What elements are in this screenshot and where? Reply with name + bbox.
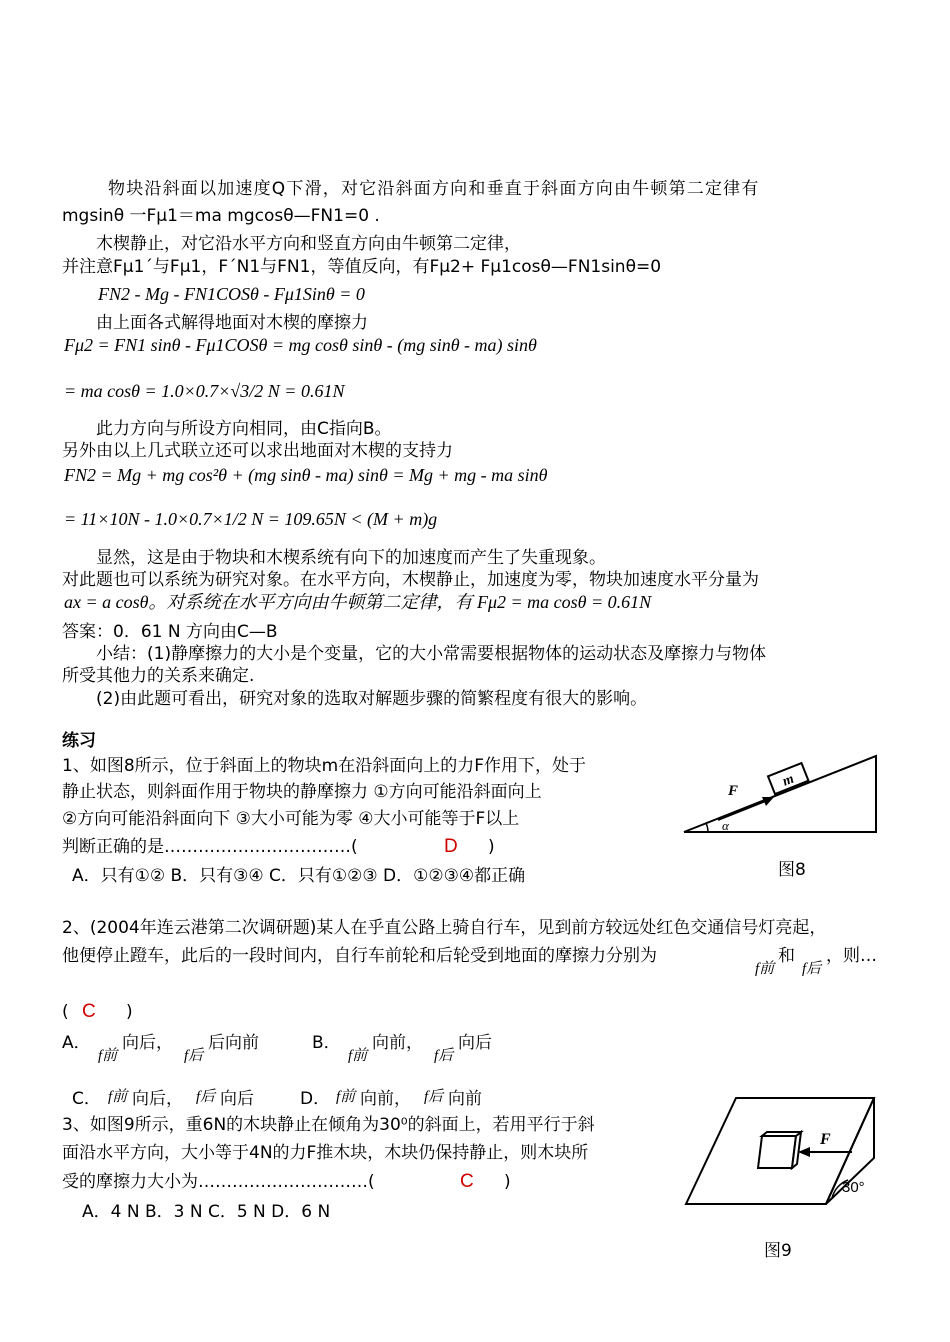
q2-answer: C [82,1001,96,1022]
block [758,1132,801,1168]
solution-line-4: 并注意Fμ1´与Fμ1，F´N1与FN1，等值反向，有Fμ2+ Fμ1cosθ—FN1sinθ=0 [62,257,662,277]
q2-a-f1: f前 [98,1048,118,1064]
label-F: F [728,783,739,799]
q2-c-f2: f后 [196,1089,216,1105]
q2-c-t2: 向后 [220,1089,254,1109]
q2-b-f2: f后 [434,1048,454,1064]
figure-9-incline [680,1092,880,1210]
label-alpha: α [722,818,729,833]
q2-and: 和 [778,946,795,966]
q3-paren-close: ) [504,1172,511,1192]
section-heading-practice: 练习 [62,731,96,751]
force-arrow [718,800,768,820]
q2-d-t2: 向前 [448,1089,482,1109]
summary-line-3: (2)由此题可看出，研究对象的选取对解题步骤的简繁程度有很大的影响。 [96,689,648,709]
f-rear-symbol: f后 [802,961,822,977]
label-m: m [780,771,797,790]
q1-line-1: 1、如图8所示，位于斜面上的物块m在沿斜面向上的力F作用下，处于 [62,756,586,776]
q1-line-3: ②方向可能沿斜面向下 ③大小可能为零 ④大小可能等于F以上 [62,809,520,829]
q3-line-1: 3、如图9所示，重6N的木块静止在倾角为30⁰的斜面上，若用平行于斜 [62,1115,595,1135]
q2-option-a: A． [62,1033,91,1053]
label-30: 30° [842,1179,865,1196]
q3-answer: C [460,1171,474,1192]
answer-line: 答案：0．61 N 方向由C—B [62,622,278,642]
figure-9-caption: 图9 [764,1241,792,1261]
figure-8-incline [680,752,880,836]
solution-line-10: 另外由以上几式联立还可以求出地面对木楔的支持力 [62,441,453,461]
q3-options: A．4 N B．3 N C．5 N D．6 N [82,1202,331,1222]
q2-paren-close: ) [126,1002,133,1022]
q1-options: A．只有①② B．只有③④ C．只有①②③ D．①②③④都正确 [72,866,526,886]
solution-line-1: 物块沿斜面以加速度Q下滑，对它沿斜面方向和垂直于斜面方向由牛顿第二定律有 [108,179,760,199]
q2-a-f2: f后 [184,1048,204,1064]
q2-d-t1: 向前， [360,1089,411,1109]
f-front-symbol: f前 [755,961,775,977]
q2-a-t1: 向后， [122,1033,173,1053]
q3-line-3: 受的摩擦力大小为…………………………( [62,1172,375,1192]
equation-5: = 11×10N - 1.0×0.7×1/2 N = 109.65N < (M + m)g [64,509,438,529]
summary-line-1: 小结：(1)静摩擦力的大小是个变量，它的大小常需要根据物体的运动状态及摩擦力与物体 [96,644,767,664]
q2-then: ，则… [826,946,877,966]
equation-2: Fμ2 = FN1 sinθ - Fμ1COSθ = mg cosθ sinθ - (mg sinθ - ma) sinθ [64,335,537,355]
q2-c-t1: 向后， [132,1089,183,1109]
q2-b-f1: f前 [348,1048,368,1064]
equation-6: ax = a cosθ。对系统在水平方向由牛顿第二定律，有 Fμ2 = ma cosθ = 0.61N [64,592,652,612]
q2-paren-open: ( [62,1002,69,1022]
equation-4: FN2 = Mg + mg cos²θ + (mg sinθ - ma) sinθ = Mg + mg - ma sinθ [64,465,548,485]
q2-c-f1: f前 [108,1089,128,1105]
solution-line-13: 显然，这是由于物块和木楔系统有向下的加速度而产生了失重现象。 [96,548,606,568]
q2-d-f1: f前 [336,1089,356,1105]
figure-8-caption: 图8 [778,860,806,880]
label-F: F [820,1131,831,1148]
solution-line-14: 对此题也可以系统为研究对象。在水平方向，木楔静止，加速度为零，物块加速度水平分量为 [62,570,759,590]
solution-line-3: 木楔静止，对它沿水平方向和竖直方向由牛顿第二定律， [96,234,521,254]
q2-option-c: C． [72,1089,101,1109]
q1-answer: D [444,836,458,857]
solution-line-6: 由上面各式解得地面对木楔的摩擦力 [96,313,368,333]
q2-b-t1: 向前， [372,1033,423,1053]
q1-paren-close: ) [488,837,495,857]
q1-line-4: 判断正确的是……………………………( [62,837,358,857]
q2-option-b: B． [312,1033,341,1053]
solution-line-2: mgsinθ 一Fμ1＝ma mgcosθ—FN1=0 . [62,206,380,226]
equation-1: FN2 - Mg - FN1COSθ - Fμ1Sinθ = 0 [98,284,365,304]
q2-d-f2: f后 [424,1089,444,1105]
q2-option-d: D． [300,1089,331,1109]
q2-a-t2: 后向前 [208,1033,259,1053]
summary-line-2: 所受其他力的关系来确定. [62,666,255,686]
q2-b-t2: 向后 [458,1033,492,1053]
q3-line-2: 面沿水平方向，大小等于4N的力F推木块，木块仍保持静止，则木块所 [62,1143,589,1163]
equation-3: = ma cosθ = 1.0×0.7×√3/2 N = 0.61N [64,381,345,401]
q2-line-2: 他便停止蹬车，此后的一段时间内，自行车前轮和后轮受到地面的摩擦力分别为 [62,946,657,966]
q1-line-2: 静止状态，则斜面作用于物块的静摩擦力 ①方向可能沿斜面向上 [62,782,542,802]
q2-line-1: 2、(2004年连云港第二次调研题)某人在乎直公路上骑自行车，见到前方较远处红色交通信号灯亮起， [62,918,827,938]
solution-line-9: 此力方向与所设方向相同，由C指向B。 [96,419,392,439]
